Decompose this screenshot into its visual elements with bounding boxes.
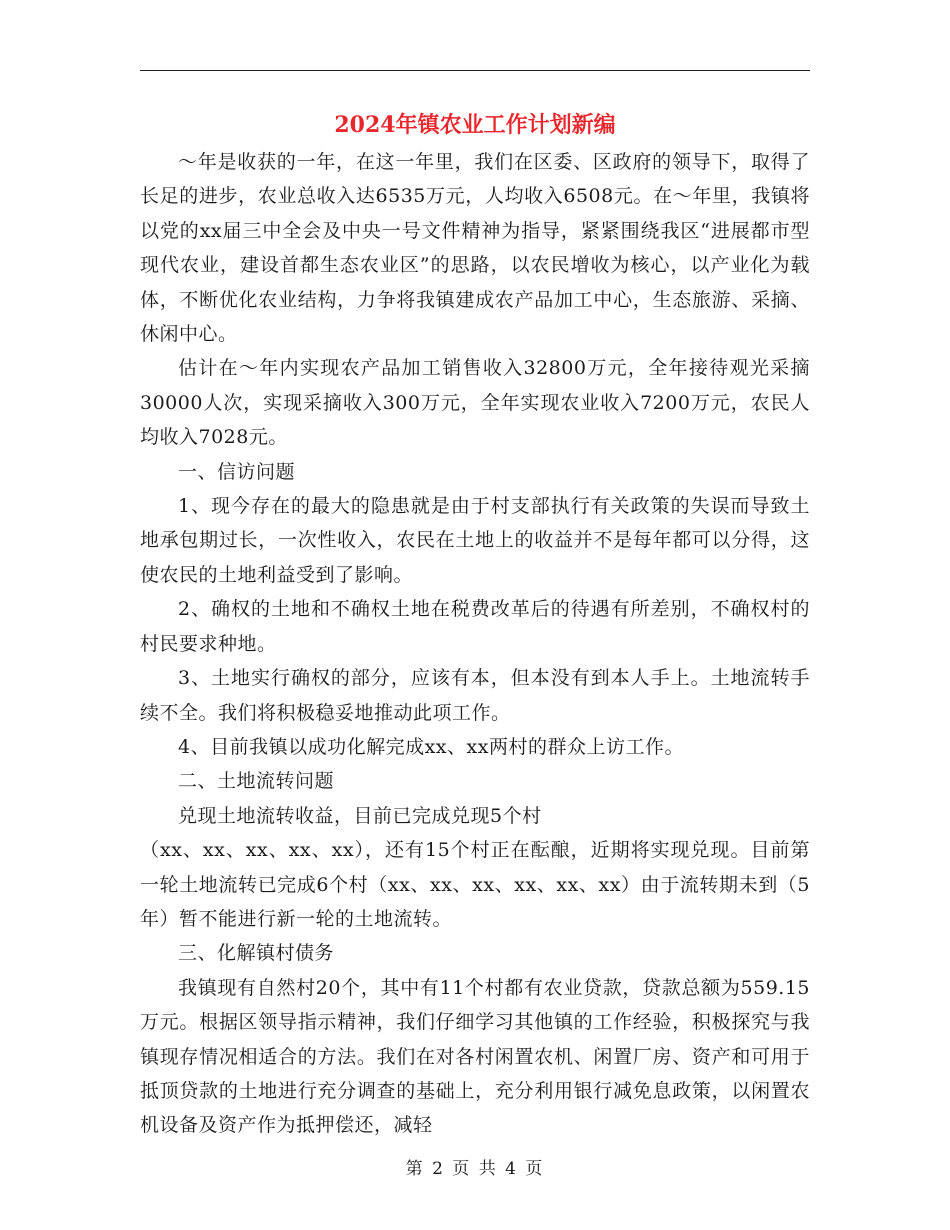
paragraph-petition-2: 2、确权的土地和不确权土地在税费改革后的待遇有所差别，不确权村的村民要求种地。	[140, 598, 810, 655]
paragraph-land-transfer-1: 兑现土地流转收益，目前已完成兑现5个村	[178, 804, 542, 827]
document-title: 2024年镇农业工作计划新编	[334, 112, 616, 138]
paragraph-intro: ～年是收获的一年，在这一年里，我们在区委、区政府的领导下，取得了长足的进步，农业总收入达6535万元，人均收入6508元。在～年里，我镇将以党的xx届三中全会及中央一号文件精神为指导，紧紧围绕我区“进展都市型现代农业，建设首都生态农业区”的思路，以农民增收为核心，以产业化为载体，不断优化农业结构，力争将我镇建成农产品加工中心，生态旅游、采摘、休闲中心。	[140, 151, 810, 346]
section-heading-debt: 三、化解镇村债务	[178, 942, 335, 965]
paragraph-petition-3: 3、土地实行确权的部分，应该有本，但本没有到本人手上。土地流转手续不全。我们将积极稳妥地推动此项工作。	[140, 667, 810, 724]
paragraph-petition-1: 1、现今存在的最大的隐患就是由于村支部执行有关政策的失误而导致土地承包期过长，一次性收入，农民在土地上的收益并不是每年都可以分得，这使农民的土地利益受到了影响。	[140, 495, 810, 586]
header-rule	[140, 70, 810, 71]
paragraph-estimate: 估计在～年内实现农产品加工销售收入32800万元，全年接待观光采摘30000人次，实现采摘收入300万元，全年实现农业收入7200万元，农民人均收入7028元。	[140, 357, 810, 449]
paragraph-petition-4: 4、目前我镇以成功化解完成xx、xx两村的群众上访工作。	[178, 735, 684, 758]
document-body	[140, 145, 810, 1143]
section-heading-land-transfer: 二、土地流转问题	[178, 770, 335, 793]
paragraph-land-transfer-2: （xx、xx、xx、xx、xx），还有15个村正在酝酿，近期将实现兑现。目前第一轮土地流转已完成6个村（xx、xx、xx、xx、xx、xx）由于流转期未到（5年）暂不能进行新一轮的土地流转。	[140, 839, 810, 930]
page-footer: 第 2 页 共 4 页	[405, 1159, 545, 1179]
paragraph-debt: 我镇现有自然村20个，其中有11个村都有农业贷款，贷款总额为559.15万元。根据区领导指示精神，我们仔细学习其他镇的工作经验，积极探究与我镇现存情况相适合的方法。我们在对各村闲置农机、闲置厂房、资产和可用于抵顶贷款的土地进行充分调查的基础上，充分利用银行减免息政策，以闲置农机设备及资产作为抵押偿还，减轻	[140, 976, 810, 1137]
section-heading-petition: 一、信访问题	[178, 460, 296, 483]
